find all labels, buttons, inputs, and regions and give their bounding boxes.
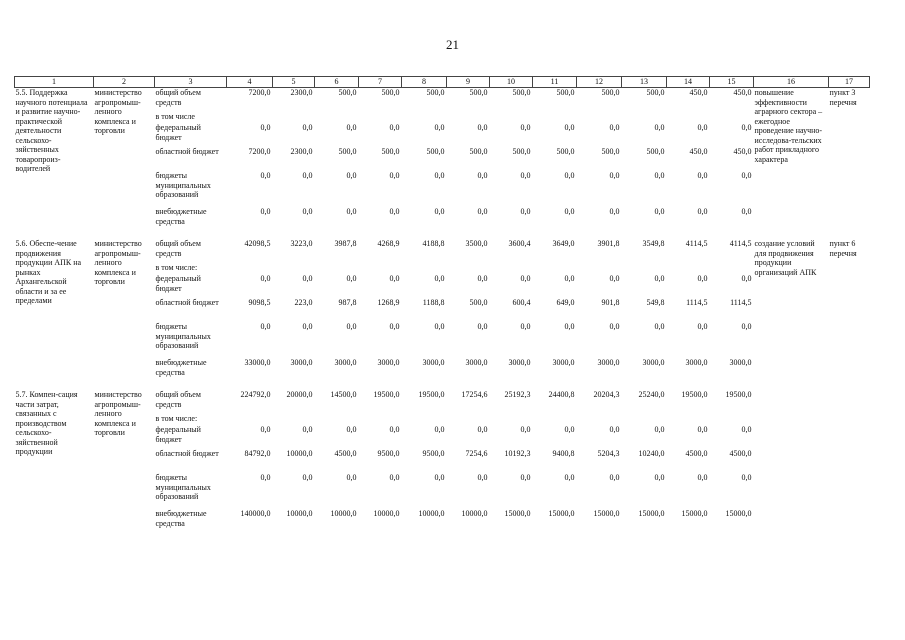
amount-cell: 0,0 [741, 274, 752, 283]
amount-cell: 4268,9 [377, 239, 400, 248]
amount-cell: 500,0 [469, 147, 488, 156]
amount-cell: 500,0 [512, 147, 531, 156]
amount-cell: 0,0 [434, 274, 445, 283]
col-header: 12 [577, 77, 622, 88]
amount-cell: 3000,0 [642, 358, 665, 367]
amount-cell: 500,0 [469, 298, 488, 307]
amount-cell: 0,0 [697, 171, 708, 180]
amount-cell: 0,0 [434, 473, 445, 482]
amount-cell: 3000,0 [597, 358, 620, 367]
amount-cell: 19500,0 [681, 390, 708, 399]
amount-cell: 0,0 [741, 473, 752, 482]
amount-cell [359, 263, 402, 274]
amount-cell: 3500,0 [465, 239, 488, 248]
amount-cell: 500,0 [426, 88, 445, 97]
amount-cell: 7200,0 [248, 88, 271, 97]
amount-cell [710, 263, 754, 274]
expected-result: создание условий для продвижения продукции организаций АПК [754, 239, 817, 277]
amount-cell: 0,0 [654, 274, 665, 283]
column-number-row [15, 77, 870, 88]
amount-cell [622, 112, 667, 123]
amount-cell: 450,0 [689, 88, 708, 97]
funding-source: бюджеты муниципальных образований [155, 171, 211, 199]
amount-cell: 3000,0 [685, 358, 708, 367]
amount-cell: 0,0 [654, 171, 665, 180]
amount-cell: 0,0 [302, 274, 313, 283]
col-header: 5 [273, 77, 315, 88]
amount-cell: 0,0 [302, 171, 313, 180]
amount-cell: 0,0 [654, 207, 665, 216]
amount-cell [315, 414, 359, 425]
amount-cell [667, 112, 710, 123]
amount-cell: 0,0 [564, 123, 575, 132]
amount-cell: 0,0 [434, 425, 445, 434]
amount-cell [667, 263, 710, 274]
amount-cell: 3000,0 [422, 358, 445, 367]
amount-cell: 0,0 [741, 322, 752, 331]
amount-cell [533, 112, 577, 123]
amount-cell: 500,0 [381, 88, 400, 97]
amount-cell: 3000,0 [290, 358, 313, 367]
funding-source: общий объем средств [155, 88, 201, 107]
amount-cell: 0,0 [346, 274, 357, 283]
funding-source: общий объем средств [155, 239, 201, 258]
amount-cell [490, 112, 533, 123]
col-header: 1 [15, 77, 94, 88]
amount-cell [447, 414, 490, 425]
amount-cell: 0,0 [477, 425, 488, 434]
amount-cell: 0,0 [654, 322, 665, 331]
amount-cell: 0,0 [609, 425, 620, 434]
col-header: 9 [447, 77, 490, 88]
amount-cell: 500,0 [426, 147, 445, 156]
list-reference: пункт 6 перечня [829, 239, 857, 258]
amount-cell [622, 263, 667, 274]
amount-cell: 0,0 [389, 171, 400, 180]
amount-cell: 0,0 [609, 473, 620, 482]
amount-cell: 20204,3 [593, 390, 620, 399]
funding-source: в том числе [155, 112, 195, 121]
amount-cell: 3000,0 [552, 358, 575, 367]
amount-cell: 0,0 [434, 207, 445, 216]
amount-cell [227, 414, 273, 425]
amount-cell: 3000,0 [465, 358, 488, 367]
amount-cell: 0,0 [564, 473, 575, 482]
amount-cell: 450,0 [733, 88, 752, 97]
amount-cell: 0,0 [346, 322, 357, 331]
amount-cell: 0,0 [609, 207, 620, 216]
amount-cell: 15000,0 [638, 509, 665, 518]
amount-cell: 0,0 [520, 274, 531, 283]
amount-cell: 4500,0 [334, 449, 357, 458]
amount-cell: 0,0 [346, 425, 357, 434]
amount-cell: 4188,8 [422, 239, 445, 248]
amount-cell: 9400,8 [552, 449, 575, 458]
amount-cell: 0,0 [302, 473, 313, 482]
amount-cell: 0,0 [609, 171, 620, 180]
amount-cell: 1114,5 [686, 298, 708, 307]
amount-cell [577, 414, 622, 425]
executor: министерство агропромыш-ленного комплекса и торговли [94, 239, 142, 286]
amount-cell: 0,0 [302, 425, 313, 434]
amount-cell [577, 112, 622, 123]
funding-source: бюджеты муниципальных образований [155, 322, 211, 350]
amount-cell: 0,0 [260, 322, 271, 331]
amount-cell: 0,0 [302, 123, 313, 132]
amount-cell: 0,0 [520, 171, 531, 180]
amount-cell: 0,0 [389, 322, 400, 331]
amount-cell: 3000,0 [729, 358, 752, 367]
amount-cell [227, 112, 273, 123]
amount-cell: 0,0 [434, 322, 445, 331]
amount-cell: 10000,0 [286, 449, 313, 458]
amount-cell: 0,0 [697, 322, 708, 331]
amount-cell [447, 263, 490, 274]
amount-cell: 9500,0 [422, 449, 445, 458]
amount-cell [359, 112, 402, 123]
amount-cell [490, 263, 533, 274]
funding-source: в том числе: [155, 414, 198, 423]
amount-cell: 0,0 [346, 473, 357, 482]
amount-cell: 500,0 [556, 88, 575, 97]
amount-cell: 0,0 [434, 123, 445, 132]
amount-cell: 3549,8 [642, 239, 665, 248]
amount-cell [710, 112, 754, 123]
amount-cell: 0,0 [564, 171, 575, 180]
amount-cell: 4114,5 [685, 239, 708, 248]
amount-cell: 20000,0 [286, 390, 313, 399]
list-reference: пункт 3 перечня [829, 88, 857, 107]
amount-cell: 15000,0 [504, 509, 531, 518]
amount-cell: 0,0 [520, 473, 531, 482]
amount-cell: 4114,5 [729, 239, 752, 248]
amount-cell: 987,8 [338, 298, 357, 307]
amount-cell: 3000,0 [377, 358, 400, 367]
amount-cell: 0,0 [564, 207, 575, 216]
amount-cell: 19500,0 [725, 390, 752, 399]
col-header: 11 [533, 77, 577, 88]
amount-cell: 0,0 [697, 123, 708, 132]
amount-cell: 140000,0 [240, 509, 271, 518]
funding-source: федеральный бюджет [155, 274, 201, 293]
amount-cell: 3000,0 [334, 358, 357, 367]
amount-cell: 14500,0 [330, 390, 357, 399]
amount-cell [490, 414, 533, 425]
amount-cell: 24400,8 [548, 390, 575, 399]
amount-cell: 0,0 [477, 207, 488, 216]
amount-cell [402, 263, 447, 274]
block-spacer [15, 382, 870, 390]
expected-result: повышение эффективности аграрного сектора – ежегодное проведение научно-исследова-тельских работ прикладного характера [754, 88, 823, 164]
col-header: 16 [754, 77, 829, 88]
amount-cell: 500,0 [338, 147, 357, 156]
amount-cell: 0,0 [346, 207, 357, 216]
amount-cell [622, 414, 667, 425]
col-header: 6 [315, 77, 359, 88]
amount-cell: 500,0 [381, 147, 400, 156]
amount-cell: 0,0 [654, 425, 665, 434]
amount-cell: 19500,0 [418, 390, 445, 399]
amount-cell: 500,0 [556, 147, 575, 156]
amount-cell: 223,0 [294, 298, 313, 307]
funding-source: бюджеты муниципальных образований [155, 473, 211, 501]
amount-cell: 0,0 [741, 171, 752, 180]
amount-cell: 500,0 [601, 147, 620, 156]
amount-cell: 224792,0 [240, 390, 271, 399]
amount-cell: 7254,6 [465, 449, 488, 458]
amount-cell: 15000,0 [548, 509, 575, 518]
amount-cell: 0,0 [477, 274, 488, 283]
amount-cell: 0,0 [389, 207, 400, 216]
amount-cell: 0,0 [609, 123, 620, 132]
funding-source: областной бюджет [155, 147, 219, 156]
amount-cell: 0,0 [477, 171, 488, 180]
funding-source: в том числе: [155, 263, 198, 272]
amount-cell: 0,0 [741, 123, 752, 132]
amount-cell: 1114,5 [730, 298, 752, 307]
col-header: 15 [710, 77, 754, 88]
amount-cell: 25192,3 [504, 390, 531, 399]
col-header: 7 [359, 77, 402, 88]
amount-cell [533, 414, 577, 425]
funding-source: общий объем средств [155, 390, 201, 409]
measure-name: 5.5. Поддержка научного потенциала и развитие научно-практической деятельности сельскохо-зяйственных товаропроиз-водителей [15, 88, 88, 173]
amount-cell [273, 263, 315, 274]
amount-cell: 0,0 [741, 207, 752, 216]
expected-result [754, 390, 829, 533]
amount-cell: 0,0 [697, 207, 708, 216]
executor: министерство агропромыш-ленного комплекса и торговли [94, 390, 142, 437]
amount-cell: 0,0 [260, 171, 271, 180]
amount-cell: 3901,8 [597, 239, 620, 248]
col-header: 2 [94, 77, 155, 88]
amount-cell: 0,0 [520, 207, 531, 216]
amount-cell: 0,0 [389, 473, 400, 482]
amount-cell: 10000,0 [461, 509, 488, 518]
amount-cell: 33000,0 [244, 358, 271, 367]
amount-cell: 549,8 [646, 298, 665, 307]
amount-cell: 3649,0 [552, 239, 575, 248]
col-header: 4 [227, 77, 273, 88]
measure-name: 5.7. Компен-сация части затрат, связанных с производством сельскохо-зяйственной продукции [15, 390, 78, 456]
amount-cell: 10000,0 [286, 509, 313, 518]
amount-cell: 0,0 [520, 322, 531, 331]
amount-cell: 2300,0 [290, 88, 313, 97]
amount-cell [710, 414, 754, 425]
amount-cell: 0,0 [564, 322, 575, 331]
amount-cell: 4500,0 [685, 449, 708, 458]
funding-source: внебюджетные средства [155, 358, 207, 377]
amount-cell: 3223,0 [290, 239, 313, 248]
amount-cell: 450,0 [689, 147, 708, 156]
amount-cell [533, 263, 577, 274]
amount-cell: 10192,3 [504, 449, 531, 458]
amount-cell: 0,0 [564, 425, 575, 434]
amount-cell: 649,0 [556, 298, 575, 307]
funding-source: внебюджетные средства [155, 509, 207, 528]
executor: министерство агропромыш-ленного комплекса и торговли [94, 88, 142, 135]
amount-cell [273, 414, 315, 425]
amount-cell: 0,0 [564, 274, 575, 283]
amount-cell: 901,8 [601, 298, 620, 307]
amount-cell: 600,4 [512, 298, 531, 307]
amount-cell: 3987,8 [334, 239, 357, 248]
col-header: 14 [667, 77, 710, 88]
amount-cell: 10000,0 [330, 509, 357, 518]
amount-cell: 4500,0 [729, 449, 752, 458]
col-header: 8 [402, 77, 447, 88]
funding-source: внебюджетные средства [155, 207, 207, 226]
col-header: 13 [622, 77, 667, 88]
amount-cell: 0,0 [302, 207, 313, 216]
col-header: 10 [490, 77, 533, 88]
amount-cell: 9500,0 [377, 449, 400, 458]
amount-cell: 0,0 [260, 425, 271, 434]
amount-cell [577, 263, 622, 274]
amount-cell [359, 414, 402, 425]
amount-cell: 17254,6 [461, 390, 488, 399]
col-header: 17 [829, 77, 870, 88]
amount-cell: 0,0 [741, 425, 752, 434]
funding-source: областной бюджет [155, 298, 219, 307]
amount-cell: 0,0 [477, 322, 488, 331]
amount-cell: 2300,0 [290, 147, 313, 156]
amount-cell: 0,0 [520, 123, 531, 132]
amount-cell: 10000,0 [373, 509, 400, 518]
amount-cell: 3600,4 [508, 239, 531, 248]
amount-cell: 0,0 [654, 473, 665, 482]
amount-cell: 0,0 [346, 171, 357, 180]
amount-cell: 450,0 [733, 147, 752, 156]
amount-cell: 15000,0 [725, 509, 752, 518]
funding-source: федеральный бюджет [155, 123, 201, 142]
amount-cell: 0,0 [434, 171, 445, 180]
amount-cell [315, 263, 359, 274]
amount-cell [402, 112, 447, 123]
list-reference [829, 390, 870, 533]
amount-cell: 19500,0 [373, 390, 400, 399]
amount-cell: 0,0 [697, 425, 708, 434]
amount-cell: 500,0 [646, 147, 665, 156]
table-row [15, 390, 870, 414]
amount-cell: 7200,0 [248, 147, 271, 156]
amount-cell [315, 112, 359, 123]
block-spacer [15, 231, 870, 239]
amount-cell: 10000,0 [418, 509, 445, 518]
amount-cell: 42098,5 [244, 239, 271, 248]
funding-source: федеральный бюджет [155, 425, 201, 444]
amount-cell: 15000,0 [593, 509, 620, 518]
amount-cell: 0,0 [697, 274, 708, 283]
amount-cell: 500,0 [646, 88, 665, 97]
amount-cell: 15000,0 [681, 509, 708, 518]
amount-cell: 0,0 [609, 274, 620, 283]
amount-cell: 0,0 [389, 123, 400, 132]
amount-cell: 500,0 [512, 88, 531, 97]
amount-cell: 0,0 [477, 123, 488, 132]
amount-cell: 5204,3 [597, 449, 620, 458]
amount-cell: 500,0 [469, 88, 488, 97]
amount-cell [667, 414, 710, 425]
col-header: 3 [155, 77, 227, 88]
amount-cell: 1268,9 [377, 298, 400, 307]
amount-cell: 500,0 [601, 88, 620, 97]
page-number: 21 [446, 37, 459, 52]
amount-cell: 0,0 [389, 274, 400, 283]
amount-cell [402, 414, 447, 425]
amount-cell: 0,0 [260, 123, 271, 132]
amount-cell: 0,0 [346, 123, 357, 132]
funding-source: областной бюджет [155, 449, 219, 458]
amount-cell: 0,0 [260, 274, 271, 283]
table-row [15, 88, 870, 113]
amount-cell [447, 112, 490, 123]
amount-cell [227, 263, 273, 274]
table-row [15, 239, 870, 263]
amount-cell: 0,0 [654, 123, 665, 132]
amount-cell: 84792,0 [244, 449, 271, 458]
amount-cell: 0,0 [302, 322, 313, 331]
amount-cell [273, 112, 315, 123]
amount-cell: 0,0 [389, 425, 400, 434]
budget-table [14, 76, 870, 533]
amount-cell: 0,0 [260, 207, 271, 216]
amount-cell: 0,0 [609, 322, 620, 331]
amount-cell: 0,0 [697, 473, 708, 482]
amount-cell: 0,0 [260, 473, 271, 482]
amount-cell: 500,0 [338, 88, 357, 97]
amount-cell: 0,0 [520, 425, 531, 434]
amount-cell: 1188,8 [422, 298, 445, 307]
amount-cell: 9098,5 [248, 298, 271, 307]
amount-cell: 25240,0 [638, 390, 665, 399]
amount-cell: 10240,0 [638, 449, 665, 458]
measure-name: 5.6. Обеспе-чение продвижения продукции АПК на рынках Архангельской области и за ее пределами [15, 239, 82, 305]
amount-cell: 0,0 [477, 473, 488, 482]
amount-cell: 3000,0 [508, 358, 531, 367]
